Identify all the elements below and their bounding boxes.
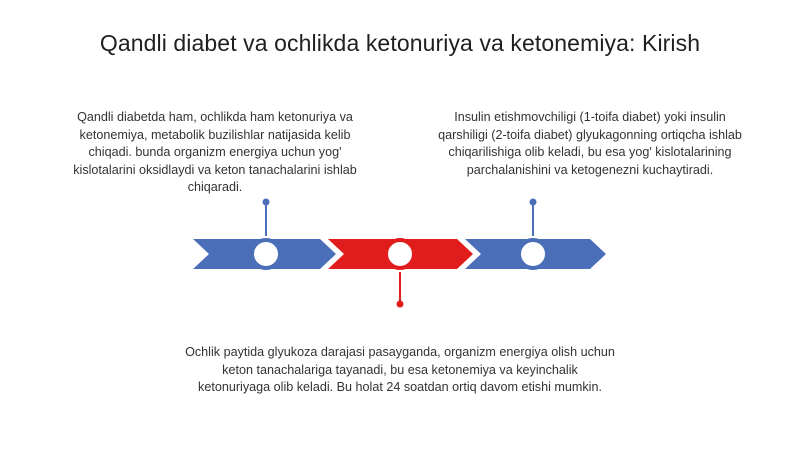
milestone-marker bbox=[252, 240, 280, 268]
text-line: keton tanachalariga tayanadi, bu esa ketonemiya va keyinchalik bbox=[222, 362, 578, 377]
milestone-pin-dot bbox=[397, 301, 404, 308]
text-line: chiqarilishiga olib keladi, bu esa yog' kislotalarining bbox=[448, 145, 732, 159]
milestone-pin-dot bbox=[530, 199, 537, 206]
text-line: Ochlik paytida glyukoza darajasi pasayganda, organizm energiya olish uchun bbox=[185, 345, 615, 359]
milestone-marker bbox=[386, 240, 414, 268]
text-line: ketonuriyaga olib keladi. Bu holat 24 soatdan ortiq davom etishi mumkin. bbox=[198, 380, 602, 394]
text-line: kislotalarini oksidlaydi va keton tanachalarini ishlab bbox=[73, 162, 357, 177]
text-line: Qandli diabetda ham, ochlikda ham ketonuriya va bbox=[77, 110, 353, 124]
slide-title: Qandli diabet va ochlikda ketonuriya va ketonemiya: Kirish bbox=[99, 30, 701, 56]
text-line: Insulin etishmovchiligi (1-toifa diabet) yoki insulin bbox=[454, 110, 726, 124]
text-line: parchalanishini va ketogenezni kuchaytiradi. bbox=[466, 162, 714, 177]
milestone-marker bbox=[519, 240, 547, 268]
milestone-pin-dot bbox=[263, 199, 270, 206]
text-line: chiqaradi. bbox=[187, 180, 243, 194]
text-line: ketonemiya, metabolik buzilishlar natijasida kelib bbox=[79, 127, 351, 142]
text-line: chiqadi. bunda organizm energiya uchun yog' bbox=[88, 145, 342, 159]
text-line: qarshiligi (2-toifa diabet) glyukagonning ortiqcha ishlab bbox=[438, 127, 742, 142]
